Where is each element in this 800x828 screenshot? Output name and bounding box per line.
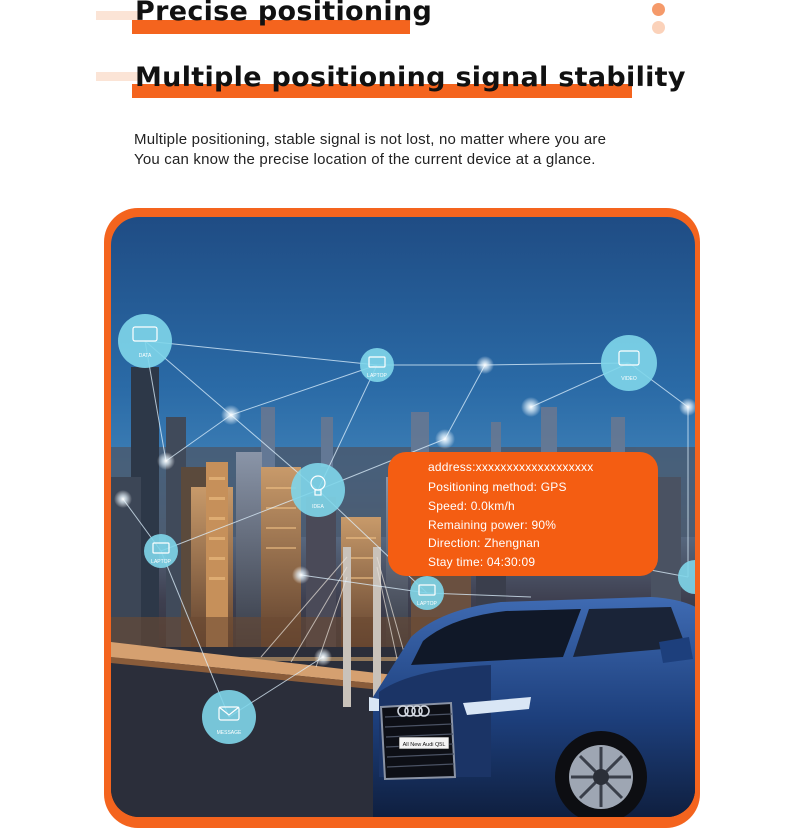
node-message	[202, 690, 256, 744]
node-data-label: DATA	[138, 353, 152, 359]
description-line-1: Multiple positioning, stable signal is not lost, no matter where you are	[134, 131, 607, 148]
node-data	[118, 314, 172, 368]
info-positioning-method: Positioning method: GPS	[428, 480, 567, 494]
headline-precise-positioning: Precise positioning	[135, 0, 433, 27]
headline-2-pale-bar	[96, 72, 138, 81]
car-plate: All New Audi Q5L	[402, 742, 446, 748]
headline-1-pale-bar	[96, 11, 138, 20]
info-speed: Speed: 0.0km/h	[428, 499, 515, 513]
node-idea-label: IDEA	[312, 504, 324, 510]
info-direction: Direction: Zhengnan	[428, 536, 540, 550]
headline-signal-stability: Multiple positioning signal stability	[135, 62, 686, 93]
node-video-label: VIDEO	[621, 376, 637, 382]
node-idea	[291, 463, 345, 517]
location-info-card	[388, 452, 658, 576]
description	[134, 130, 606, 170]
node-laptop-left-label: LAPTOP	[151, 559, 171, 565]
decor-dot-light	[652, 21, 665, 34]
description-line-2: You can know the precise location of the current device at a glance.	[134, 151, 596, 168]
node-laptop-top	[360, 348, 394, 382]
info-stay-time: Stay time: 04:30:09	[428, 555, 536, 569]
node-laptop-mid-label: LAPTOP	[417, 601, 437, 607]
node-video	[601, 335, 657, 391]
info-remaining-power: Remaining power: 90%	[428, 518, 557, 532]
node-message-label: MESSAGE	[216, 730, 242, 736]
info-address: address:xxxxxxxxxxxxxxxxxxx	[428, 460, 594, 474]
node-laptop-left	[144, 534, 178, 568]
decor-dot-dark	[652, 3, 665, 16]
node-laptop-top-label: LAPTOP	[367, 373, 387, 379]
node-laptop-mid	[410, 576, 444, 610]
